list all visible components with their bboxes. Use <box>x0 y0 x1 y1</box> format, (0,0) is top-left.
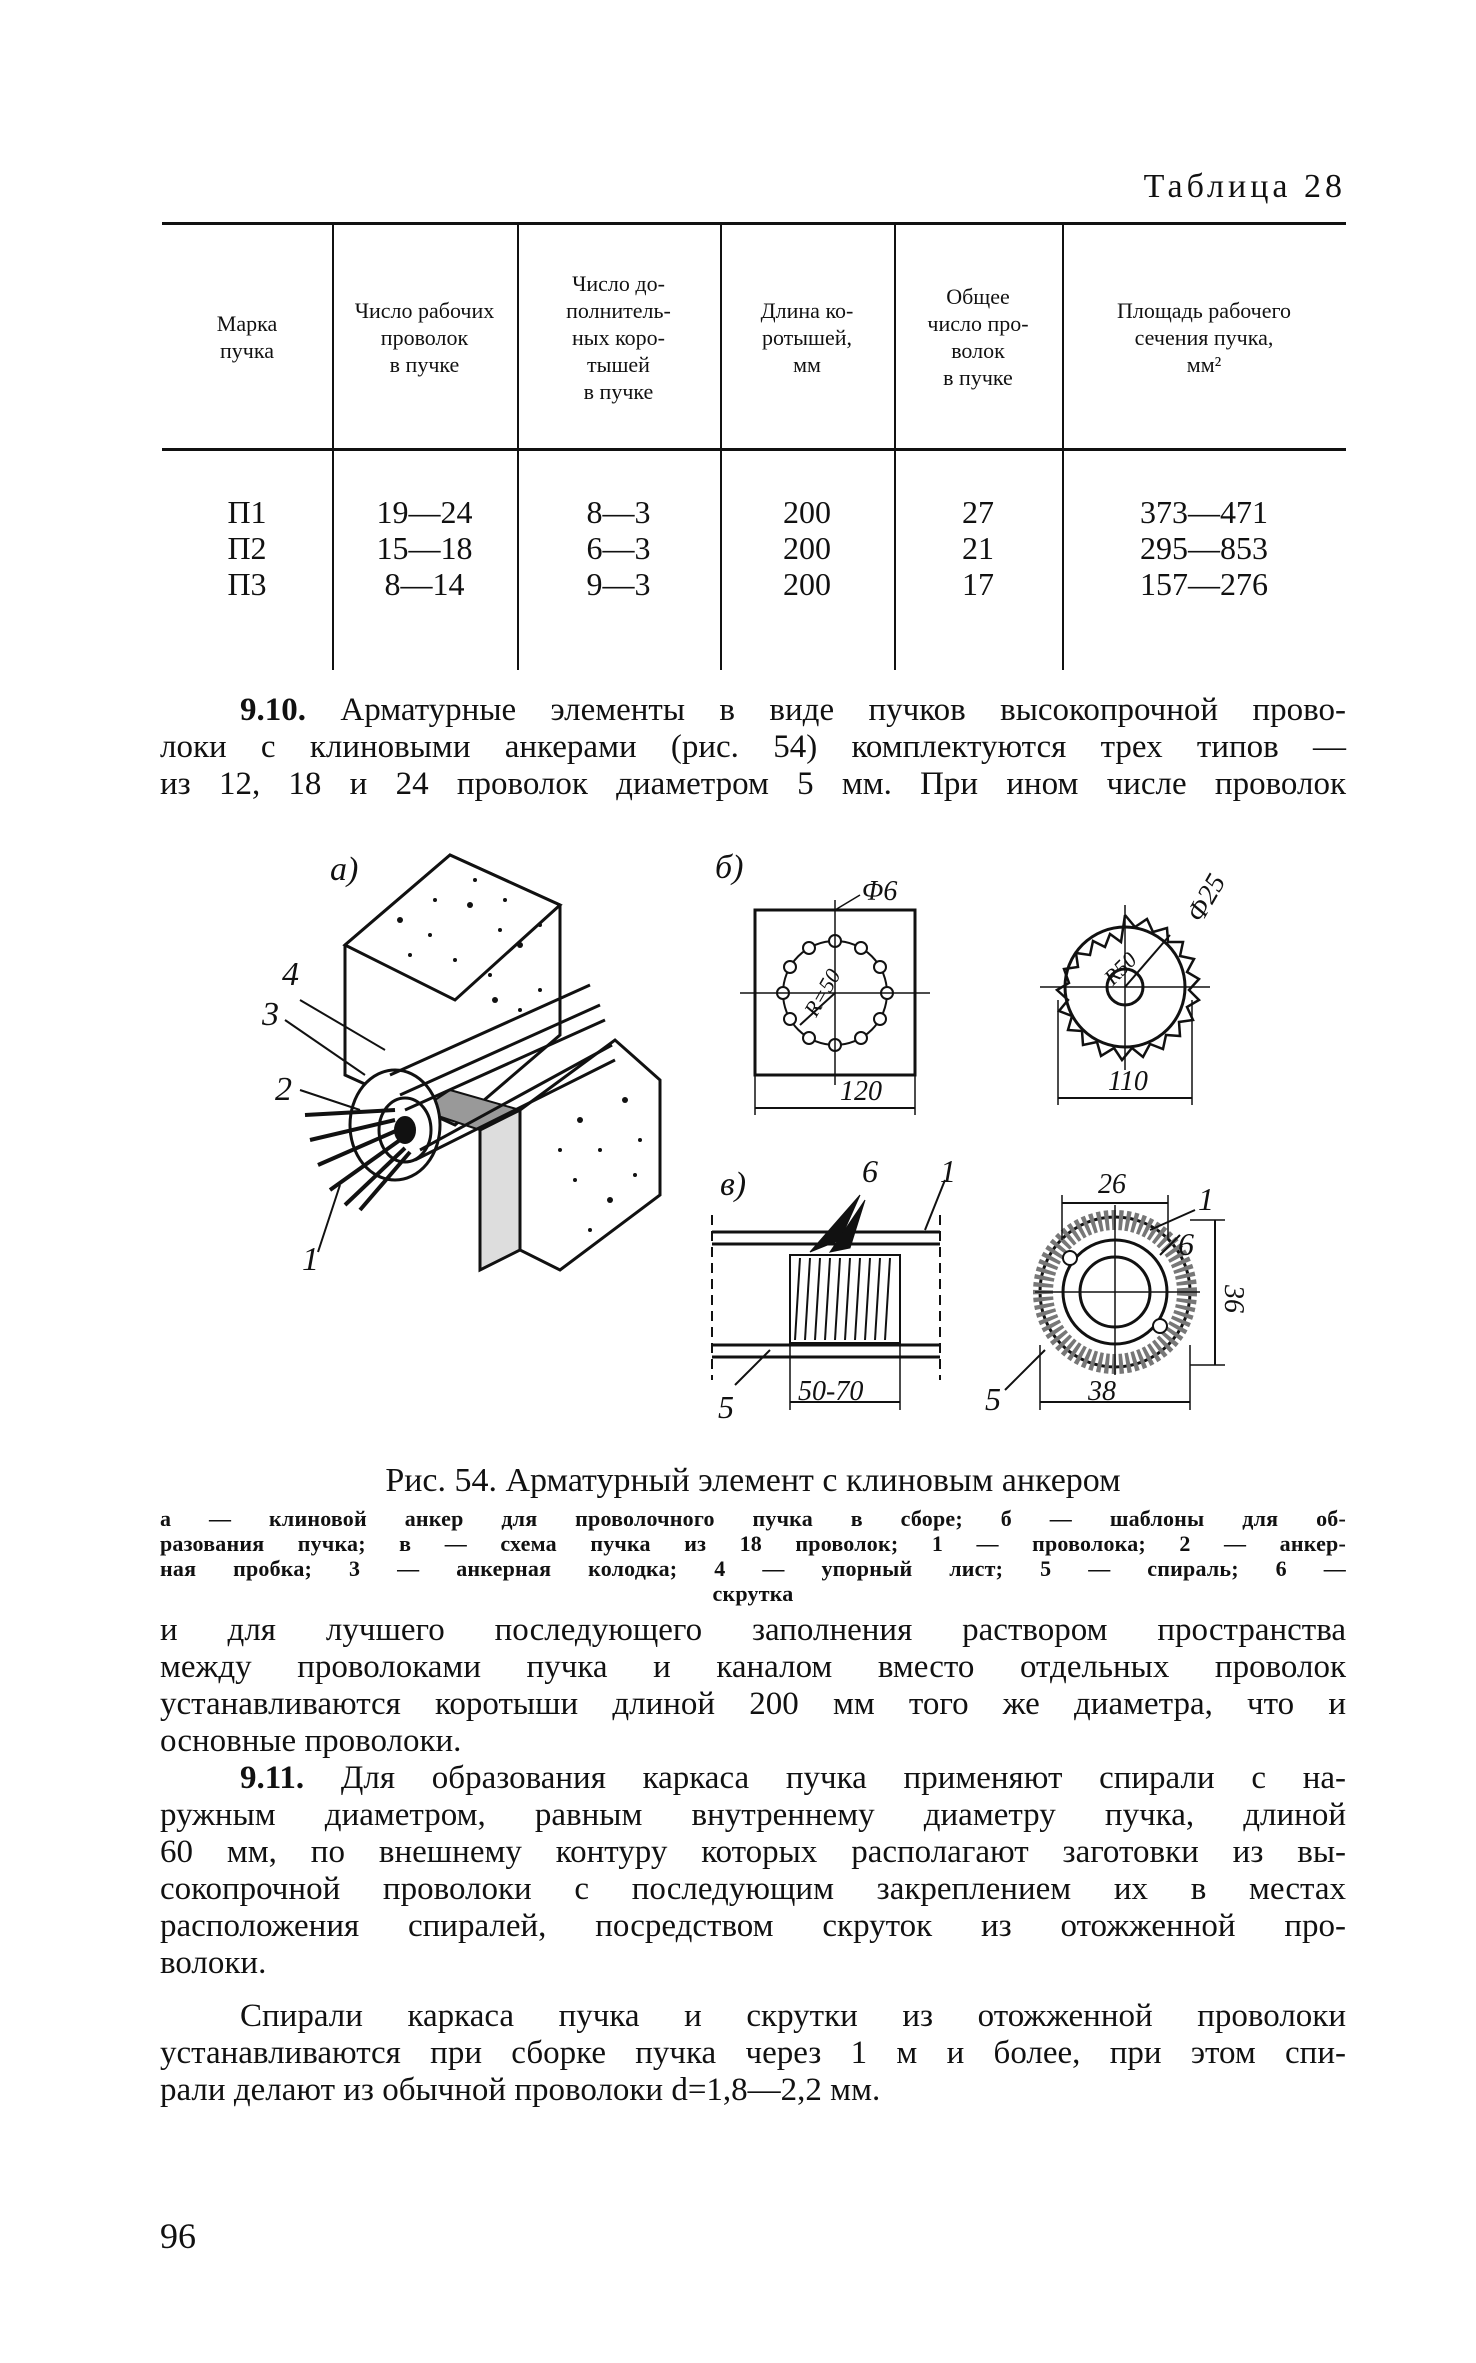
text-line: Для образования каркаса пучка применяют спирали с на- <box>340 1760 1347 1796</box>
legend-line: ная пробка; 3 — анкерная колодка; 4 — упорный лист; 5 — спираль; 6 — <box>160 1556 1346 1581</box>
figure-legend <box>160 1506 1346 1606</box>
header-brand: Марка пучка <box>216 311 278 363</box>
legend-line: скрутка <box>712 1581 794 1606</box>
template-gear-drawing <box>1040 869 1232 1105</box>
paragraph-continuation <box>160 1612 1346 1760</box>
label-r50-right: R50 <box>1098 947 1142 990</box>
label-1: 1 <box>302 1241 319 1278</box>
label-dim36: 36 <box>1218 1285 1249 1313</box>
header-stub-length: Длина ко- ротышей, мм <box>760 297 854 377</box>
label-a: а) <box>330 851 359 888</box>
bundle-section-drawing <box>985 1169 1249 1417</box>
text-line: основные проволоки. <box>160 1723 462 1759</box>
header-extra-stubs: Число до- полнитель- ных коро- тышей в пучке <box>566 270 671 404</box>
label-phi25: Φ25 <box>1180 869 1233 928</box>
data-table <box>162 222 1346 670</box>
header-section-area: Площадь рабочего сечения пучка, мм² <box>1117 297 1291 377</box>
label-4: 4 <box>282 956 299 993</box>
paragraph-number: 9.11. <box>240 1760 305 1796</box>
text-line: локи с клиновыми анкерами (рис. 54) комплектуются трех типов — <box>160 729 1346 765</box>
header-total-wires: Общее число про- волок в пучке <box>927 284 1029 390</box>
text-line: Спирали каркаса пучка и скрутки из отожженной проволоки <box>240 1998 1346 2034</box>
template-square-drawing <box>715 850 930 1115</box>
label-1-section: 1 <box>1198 1181 1214 1217</box>
column-section-area: 373—471 295—853 157—276 <box>1140 494 1268 602</box>
column-working-wires: 19—24 15—18 8—14 <box>376 494 473 602</box>
column-extra-stubs: 8—3 6—3 9—3 <box>586 494 651 602</box>
legend-line: разования пучка; в — схема пучка из 18 проволок; 1 — проволока; 2 — анкер- <box>160 1531 1346 1556</box>
text-line: 60 мм, по внешнему контуру которых располагают заготовки из вы- <box>160 1834 1346 1870</box>
label-dim50-70: 50-70 <box>798 1376 864 1407</box>
label-dim26: 26 <box>1098 1169 1126 1200</box>
label-dim120: 120 <box>840 1076 882 1107</box>
label-1-side: 1 <box>940 1153 956 1189</box>
text-line: и для лучшего последующего заполнения раствором пространства <box>160 1612 1346 1648</box>
text-line: ружным диаметром, равным внутреннему диаметру пучка, длиной <box>160 1797 1346 1833</box>
text-line: из 12, 18 и 24 проволок диаметром 5 мм. При ином числе проволок <box>160 766 1346 802</box>
label-3: 3 <box>262 996 279 1033</box>
figure-caption: Рис. 54. Арматурный элемент с клиновым анкером <box>385 1462 1121 1499</box>
label-r50-left: R=50 <box>798 964 846 1021</box>
text-line: устанавливаются коротыши длиной 200 мм того же диаметра, что и <box>160 1686 1346 1722</box>
anchor-assembly-drawing <box>261 851 660 1278</box>
text-line: между проволоками пучка и каналом вместо отдельных проволок <box>160 1649 1346 1685</box>
text-line: Арматурные элементы в виде пучков высокопрочной прово- <box>340 692 1346 728</box>
label-5-section: 5 <box>985 1381 1001 1417</box>
label-6-section: 6 <box>1178 1226 1194 1262</box>
label-dim110: 110 <box>1108 1066 1148 1097</box>
paragraph-spirals <box>160 1998 1346 2109</box>
paragraph-9-11 <box>160 1760 1346 1982</box>
text-line: волоки. <box>160 1945 267 1981</box>
paragraph-number: 9.10. <box>240 692 306 728</box>
text-line: устанавливаются при сборке пучка через 1 м и более, при этом спи- <box>160 2035 1346 2071</box>
label-6-side: 6 <box>862 1153 878 1189</box>
bundle-side-drawing <box>712 1153 956 1425</box>
paragraph-9-10 <box>160 692 1346 803</box>
label-2: 2 <box>275 1071 292 1108</box>
table-header-rule <box>162 448 1346 451</box>
label-5-side: 5 <box>718 1389 734 1425</box>
column-brand: П1 П2 П3 <box>227 494 267 602</box>
text-line: расположения спиралей, посредством скруток из отожженной про- <box>160 1908 1346 1944</box>
column-total-wires: 27 21 17 <box>962 494 994 602</box>
text-line: сокопрочной проволоки с последующим закреплением их в местах <box>160 1871 1346 1907</box>
table-caption: Таблица 28 <box>1143 168 1346 205</box>
legend-line: а — клиновой анкер для проволочного пучка в сборе; б — шаблоны для об- <box>160 1506 1346 1531</box>
figure-54 <box>0 850 1476 1430</box>
table-top-rule <box>162 222 1346 225</box>
page-number: 96 <box>160 2216 196 2256</box>
header-working-wires: Число рабочих проволок в пучке <box>354 297 495 377</box>
label-v: в) <box>720 1166 747 1203</box>
label-phi6: Φ6 <box>862 876 898 907</box>
text-line: рали делают из обычной проволоки d=1,8—2,2 мм. <box>160 2072 881 2108</box>
label-b: б) <box>715 850 744 886</box>
label-dim38: 38 <box>1088 1376 1116 1407</box>
column-stub-length: 200 200 200 <box>783 494 831 602</box>
